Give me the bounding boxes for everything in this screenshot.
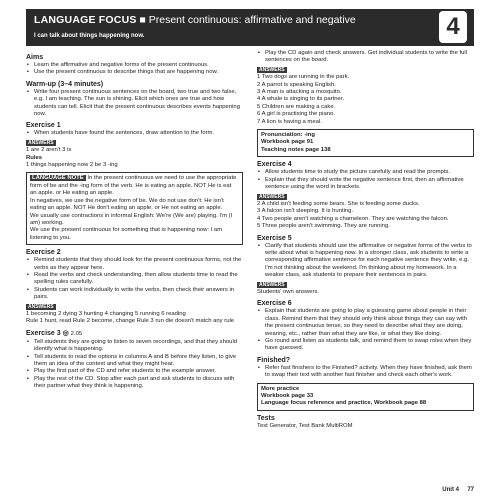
list-item: ▪ Clarify that students should use the affirmative or negative forms of the verbs to write about what is happening now. In a stronger class, ask students to write a corresponding affirmative sentence for each negative sentence they write, e.g. I'm not thinking about the weekend. I'm thinking about my homework. In a weaker class, ask students to prepare their sentences in pairs. (265, 243, 474, 280)
exercise-1-heading: Exercise 1 (26, 122, 61, 130)
exercise-3-title: Exercise 3 (26, 329, 61, 337)
exercise-5-list (257, 243, 474, 280)
list-item: ▪ Play the CD again and check answers. Get individual students to write the full sentences on the board. (265, 50, 474, 65)
list-item: ▪ When students have found the sentences, draw attention to the form. (34, 130, 243, 137)
page-title (34, 14, 356, 26)
note-text: In negatives, we use the negative form of be. We do not use don't: He isn't eating an apple. NOT He don't eating an apple. or He not eating an apple. (30, 197, 224, 212)
answer-text: 1 Two dogs are running in the park. (257, 74, 350, 81)
list-item: ▪ Learn the affirmative and negative forms of the present continuous. (34, 62, 243, 69)
exercise-1-list (26, 130, 243, 137)
answers-label: ANSWERS (28, 139, 54, 146)
answers-label: ANSWERS (28, 303, 54, 310)
answer-text: Students' own answers. (257, 288, 320, 295)
list-item: ▪ Students can work individually to write the verbs, then check their answers in pairs. (34, 287, 243, 302)
more-practice-box (257, 383, 474, 411)
exercise-6-heading: Exercise 6 (257, 300, 292, 308)
warmup-heading: Warm-up (3–4 minutes) (26, 80, 104, 88)
answer-text: 3 A man is attacking a mosquito. (257, 89, 342, 96)
language-note-tag: LANGUAGE NOTE (32, 175, 84, 182)
warmup-list (26, 89, 243, 119)
note-text: In the present continuous we need to use the appropriate form of be and the -ing form of the verb. He is eating an apple. NOT He is eat an apple. or He eating an apple. (30, 175, 237, 197)
exercise-5-heading: Exercise 5 (257, 234, 292, 242)
list-item: ▪ Allow students time to study the picture carefully and read the prompts. (265, 169, 474, 176)
answer-text: 5 Children are making a cake. (257, 103, 336, 110)
right-column (257, 50, 474, 430)
list-item: ▪ Play the rest of the CD. Stop after each part and ask students to discuss with their partner what they think is happening. (34, 376, 243, 391)
exercise-3-cont-list (257, 50, 474, 65)
reference-ref: Language focus reference and practice, Workbook page 88 (261, 400, 427, 407)
answers-label: ANSWERS (259, 193, 285, 200)
finished-heading: Finished? (257, 356, 291, 364)
answer-text: 3 A falcon isn't sleeping. It is hunting. (257, 208, 354, 215)
language-note-box (26, 172, 243, 245)
rules-label: Rules (26, 154, 43, 161)
answer-text: 1 are 2 aren't 3 is (26, 147, 72, 154)
page-number: 77 (467, 487, 474, 493)
left-column (26, 50, 243, 391)
exercise-6-list (257, 308, 474, 352)
pronunciation-box (257, 129, 474, 157)
finished-list (257, 365, 474, 380)
list-item: ▪ Tell students they are going to listen to seven recordings, and that they should identify what is happening. (34, 339, 243, 354)
list-item: ▪ Write four present continuous sentences on the board, two true and two false, e.g. I am teaching. The sun is shining. Elicit which ones are true and how students can tell. Elicit that the present continuous describes events happening now. (34, 89, 243, 119)
list-item: ▪ Read the verbs and check understanding, then allow students time to read the spelling rules carefully. (34, 272, 243, 287)
workbook-ref: Workbook page 33 (261, 393, 314, 400)
answer-text: 7 A lion is having a meal. (257, 118, 322, 125)
title-text: Present continuous: affirmative and negative (148, 14, 356, 26)
answer-text: 1 becoming 2 dying 3 hunting 4 changing 5 running 6 reading (26, 310, 186, 317)
exercise-2-heading: Exercise 2 (26, 249, 61, 257)
list-item: ▪ Explain that they should write the negative sentence first, then an affirmative sentence using the word in brackets. (265, 177, 474, 192)
list-item: ▪ Explain that students are going to play a guessing game about people in their class. Remind them that they should only think about things they can say with the present continuous tense, so they need to describe what they are doing, wearing, etc., rather than what they are like, or what they like doing. (265, 308, 474, 338)
page-header (26, 9, 474, 46)
page-footer (442, 487, 474, 493)
unit-badge: 4 (439, 11, 467, 43)
answer-text: Rule 1 hunt, read Rule 2 become, change Rule 3 run die doesn't match any rule (26, 318, 235, 325)
aims-heading: Aims (26, 54, 44, 61)
note-text: We usually use contractions in informal English: We're (We are) playing. I'm (I am) working. (30, 212, 233, 226)
audio-track: 2.05 (70, 330, 83, 337)
answer-text: 2 A parrot is speaking English. (257, 81, 336, 88)
answer-text: 2 A child isn't feeding some bears. She is feeding some ducks. (257, 200, 420, 207)
answer-text: 6 A girl is practising the piano. (257, 111, 335, 118)
exercise-2-list (26, 257, 243, 301)
exercise-3-heading (26, 329, 243, 339)
more-practice-heading: More practice (261, 385, 300, 392)
tests-text: Test Generator, Test Bank MultiROM (257, 422, 353, 429)
answer-text: 5 Three people aren't swimming. They are running. (257, 223, 390, 230)
answers-label: ANSWERS (259, 281, 285, 288)
exercise-4-heading: Exercise 4 (257, 161, 292, 169)
aims-list (26, 62, 243, 77)
answer-text: 1 things happening now 2 be 3 -ing (26, 162, 118, 169)
list-item: ▪ Tell students to read the options in columns A and B before they listen, to give them an idea of the context and what they might hear. (34, 354, 243, 369)
pronunciation-heading: Pronunciation: -ing (261, 132, 315, 139)
section-label: LANGUAGE FOCUS (34, 14, 137, 26)
page-subtitle: I can talk about things happening now. (34, 33, 145, 39)
list-item: ▪ Play the first part of the CD and refer students to the example answer. (34, 368, 243, 375)
exercise-4-list (257, 169, 474, 191)
exercise-3-list (26, 339, 243, 391)
tests-heading: Tests (257, 414, 275, 422)
workbook-ref: Workbook page 91 (261, 139, 314, 146)
cd-audio-icon: ◎ (62, 329, 69, 337)
answer-text: 4 Two people aren't watching a chameleon. They are watching the falcon. (257, 215, 449, 222)
list-item: ▪ Refer fast finishers to the Finished? activity. When they have finished, ask them to swap their text with another fast finisher and check each other's work. (265, 365, 474, 380)
list-item: ▪ Remind students that they should look for the present continuous forms, not the verbs as they appear here. (34, 257, 243, 272)
list-item: ▪ Go round and listen as students talk, and remind them to swap roles when they have guessed. (265, 338, 474, 353)
square-bullet-icon: ■ (139, 14, 146, 26)
teaching-notes-ref: Teaching notes page 138 (261, 146, 331, 153)
unit-label: Unit 4 (442, 487, 459, 493)
answer-text: 4 A whale is singing to its partner. (257, 96, 345, 103)
list-item: ▪ Use the present continuous to describe things that are happening now. (34, 69, 243, 76)
note-text: We use the present continuous for something that is happening now: I am listening to you. (30, 227, 223, 241)
answers-label: ANSWERS (259, 66, 285, 73)
